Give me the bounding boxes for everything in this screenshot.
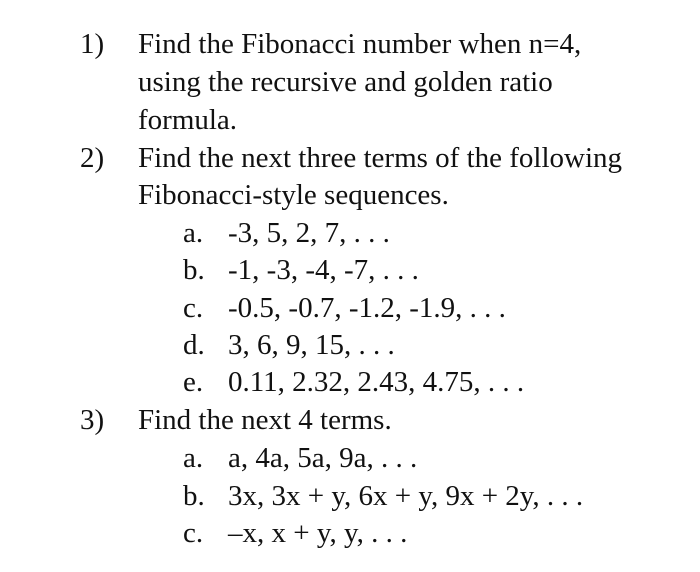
item-text: 0.11, 2.32, 2.43, 4.75, . . . xyxy=(228,366,525,398)
item-label: c. xyxy=(183,292,204,324)
item-text: -1, -3, -4, -7, . . . xyxy=(228,254,419,286)
question-2-text: Fibonacci-style sequences. xyxy=(138,179,449,211)
question-3-number: 3) xyxy=(80,404,105,436)
item-text: -0.5, -0.7, -1.2, -1.9, . . . xyxy=(228,292,506,324)
item-label: e. xyxy=(183,366,204,398)
question-3-text: Find the next 4 terms. xyxy=(138,404,392,436)
item-text: –x, x + y, y, . . . xyxy=(228,517,408,549)
item-label: b. xyxy=(183,480,205,512)
question-1-text: Find the Fibonacci number when n=4, xyxy=(138,28,582,60)
question-2-text: Find the next three terms of the following xyxy=(138,142,623,174)
item-label: a. xyxy=(183,442,204,474)
item-text: -3, 5, 2, 7, . . . xyxy=(228,217,390,249)
item-text: 3x, 3x + y, 6x + y, 9x + 2y, . . . xyxy=(228,480,584,512)
item-label: a. xyxy=(183,217,204,249)
item-label: c. xyxy=(183,517,204,549)
question-1-text: using the recursive and golden ratio xyxy=(138,66,553,98)
item-text: a, 4a, 5a, 9a, . . . xyxy=(228,442,418,474)
question-2-number: 2) xyxy=(80,142,105,174)
item-label: d. xyxy=(183,329,205,361)
item-label: b. xyxy=(183,254,205,286)
question-1-number: 1) xyxy=(80,28,105,60)
question-1-text: formula. xyxy=(138,104,238,136)
item-text: 3, 6, 9, 15, . . . xyxy=(228,329,395,361)
